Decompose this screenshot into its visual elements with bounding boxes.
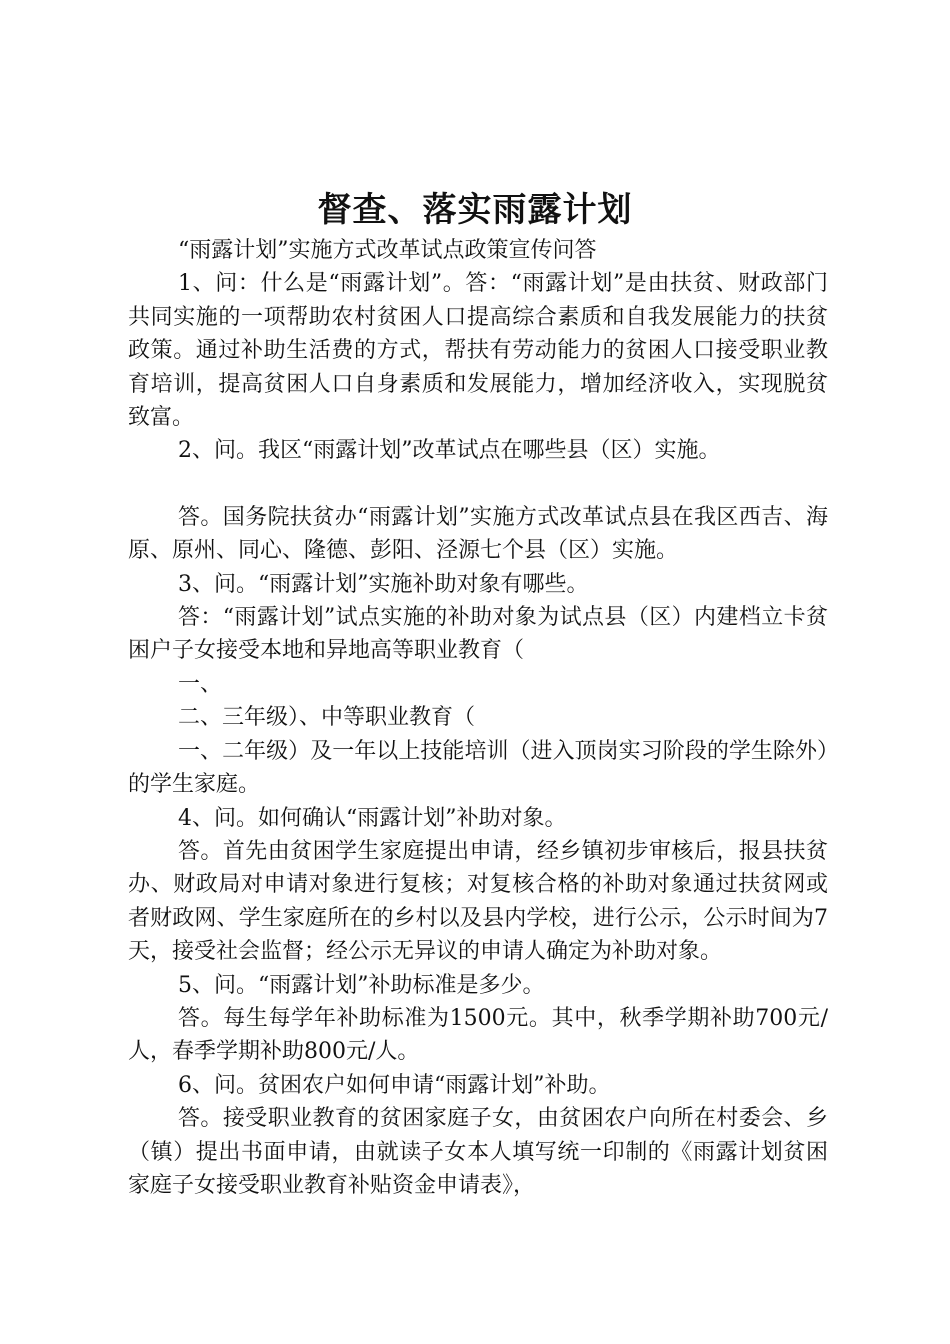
question-paragraph-2: 2、问。我区“雨露计划”改革试点在哪些县（区）实施。 — [178, 438, 721, 464]
answer-paragraph-5: 答。每生每学年补助标准为1500元。其中，秋季学期补助700元/人，春季学期补助800元/人。 — [128, 1005, 828, 1065]
answer-paragraph-6: 答。接受职业教育的贫困家庭子女，由贫困农户向所在村委会、乡（镇）提出书面申请，由就读子女本人填写统一印制的《雨露计划贫困家庭子女接受职业教育补贴资金申请表》， — [128, 1106, 828, 1198]
answer-paragraph-4: 答。首先由贫困学生家庭提出申请，经乡镇初步审核后，报县扶贫办、财政局对申请对象进行复核；对复核合格的补助对象通过扶贫网或者财政网、学生家庭所在的乡村以及县内学校，进行公示，公示时间为7天，接受社会监督；经公示无异议的申请人确定为补助对象。 — [128, 838, 828, 965]
question-paragraph-5: 5、问。“雨露计划”补助标准是多少。 — [178, 972, 545, 998]
question-paragraph-6: 6、问。贫困农户如何申请“雨露计划”补助。 — [178, 1072, 611, 1098]
question-paragraph-4: 4、问。如何确认“雨露计划”补助对象。 — [178, 805, 567, 831]
document-body — [128, 234, 828, 1202]
subtitle-paragraph: “雨露计划”实施方式改革试点政策宣传问答 — [178, 238, 597, 263]
question-paragraph-3: 3、问。“雨露计划”实施补助对象有哪些。 — [178, 571, 589, 597]
answer-fragment-3b: 二、三年级）、中等职业教育（ — [178, 705, 476, 731]
answer-paragraph-3: 答：“雨露计划”试点实施的补助对象为试点县（区）内建档立卡贫困户子女接受本地和异地高等职业教育（ — [128, 605, 828, 664]
qa-paragraph-1: 1、问：什么是“雨露计划”。答：“雨露计划”是由扶贫、财政部门共同实施的一项帮助农村贫困人口提高综合素质和自我发展能力的扶贫政策。通过补助生活费的方式，帮扶有劳动能力的贫困人口接受职业教育培训，提高贫困人口自身素质和发展能力，增加经济收入，实现脱贫致富。 — [128, 271, 828, 431]
document-title: 督查、落实雨露计划 — [317, 190, 633, 230]
answer-fragment-3c: 一、二年级）及一年以上技能培训（进入顶岗实习阶段的学生除外）的学生家庭。 — [128, 738, 828, 798]
answer-paragraph-2: 答。国务院扶贫办“雨露计划”实施方式改革试点县在我区西吉、海原、原州、同心、隆德、彭阳、泾源七个县（区）实施。 — [128, 504, 828, 564]
answer-fragment-3a: 一、 — [178, 671, 223, 697]
